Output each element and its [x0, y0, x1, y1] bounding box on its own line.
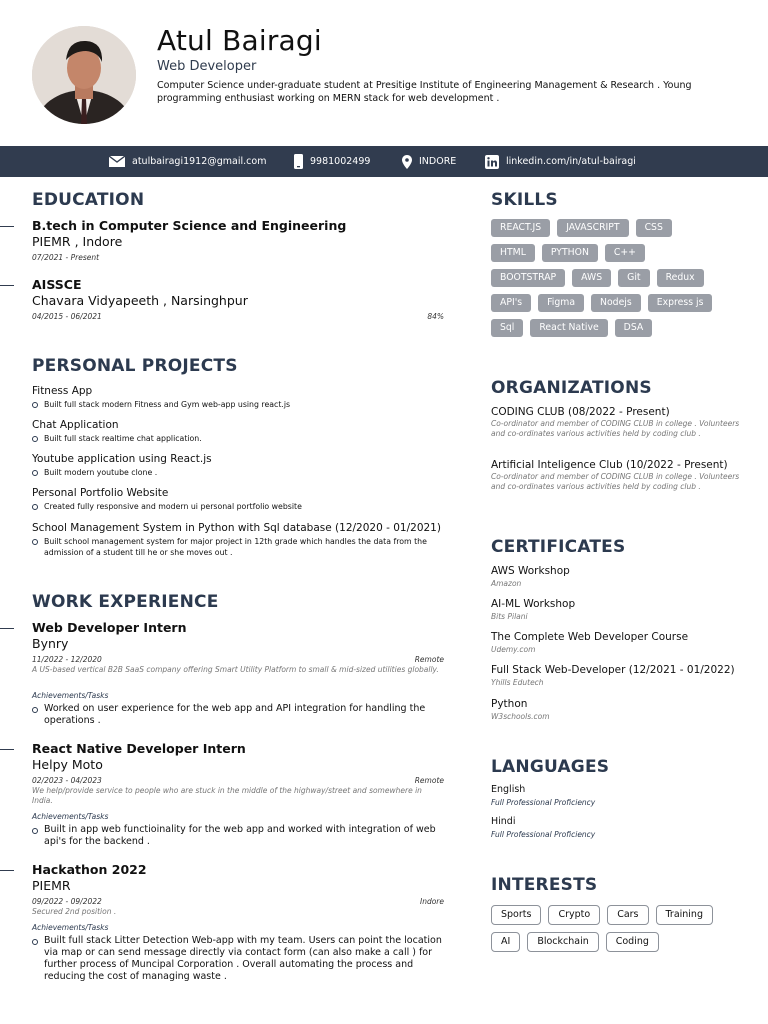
- project-name: Personal Portfolio Website: [32, 487, 169, 499]
- certificate-name: Full Stack Web-Developer (12/2021 - 01/2022): [491, 664, 735, 676]
- contact-email[interactable]: [109, 146, 266, 177]
- interests-title: INTERESTS: [491, 875, 598, 895]
- interest-tag: Training: [656, 905, 714, 925]
- language-level: Full Professional Proficiency: [491, 798, 596, 807]
- skill-tag: CSS: [636, 219, 672, 237]
- contact-linkedin[interactable]: [485, 146, 636, 177]
- interest-tag: Coding: [606, 932, 659, 952]
- job-bullet: Built full stack Litter Detection Web-app with my team. Users can point the location via map or can send message directly via contact form (can also make a call ) for further process of Muncipal Corporation . Overall automating the process and reducing the cost of managing waste .: [32, 935, 444, 983]
- skill-tag: Sql: [491, 319, 523, 337]
- certificates-title: CERTIFICATES: [491, 537, 626, 557]
- certificate-issuer: Udemy.com: [491, 645, 536, 654]
- job-bullet: Built in app web functioinality for the web app and worked with integration of web api's for the backend .: [32, 824, 444, 848]
- phone-text: 9981002499: [310, 156, 371, 167]
- certificate-issuer: W3schools.com: [491, 712, 550, 721]
- interest-tag: AI: [491, 932, 520, 952]
- resume-header: [0, 0, 768, 146]
- project-name: School Management System in Python with Sql database (12/2020 - 01/2021): [32, 522, 441, 534]
- project-name: Fitness App: [32, 385, 93, 397]
- project-name: Youtube application using React.js: [32, 453, 212, 465]
- skill-tag: BOOTSTRAP: [491, 269, 565, 287]
- skill-tag: Git: [618, 269, 649, 287]
- skill-tag: C++: [605, 244, 645, 262]
- candidate-role: Web Developer: [157, 59, 257, 74]
- skills-list: [491, 219, 741, 344]
- achievements-label: Achievements/Tasks: [32, 691, 109, 700]
- job-bullet: Worked on user experience for the web app and API integration for handling the operations .: [32, 703, 444, 727]
- contact-location: [402, 146, 456, 177]
- interests-list: [491, 905, 751, 959]
- education-title: EDUCATION: [32, 190, 145, 210]
- job-company: Helpy Moto: [32, 757, 103, 772]
- interest-tag: Cars: [607, 905, 648, 925]
- job-location: Indore: [419, 897, 444, 906]
- education-degree: AISSCE: [32, 277, 82, 292]
- profile-photo: [32, 26, 136, 124]
- linkedin-icon: [485, 155, 499, 169]
- job-title: React Native Developer Intern: [32, 741, 246, 756]
- certificate-issuer: Amazon: [491, 579, 522, 588]
- project-bullet: Built full stack modern Fitness and Gym web-app using react.js: [32, 399, 444, 410]
- job-location: Remote: [414, 655, 444, 664]
- skill-tag: DSA: [615, 319, 653, 337]
- skill-tag: AWS: [572, 269, 611, 287]
- certificate-name: AI-ML Workshop: [491, 598, 576, 610]
- skill-tag: REACT.JS: [491, 219, 550, 237]
- achievements-label: Achievements/Tasks: [32, 923, 109, 932]
- skills-title: SKILLS: [491, 190, 558, 210]
- job-location: Remote: [414, 776, 444, 785]
- projects-title: PERSONAL PROJECTS: [32, 356, 238, 376]
- education-dates: 04/2015 - 06/2021: [32, 312, 102, 321]
- interest-tag: Crypto: [548, 905, 600, 925]
- certificate-issuer: Yhills Edutech: [491, 678, 544, 687]
- job-company: Bynry: [32, 636, 69, 651]
- education-degree: B.tech in Computer Science and Engineering: [32, 218, 347, 233]
- achievements-label: Achievements/Tasks: [32, 812, 109, 821]
- skill-tag: Express js: [648, 294, 713, 312]
- skill-tag: Redux: [657, 269, 704, 287]
- project-bullet: Built modern youtube clone .: [32, 467, 444, 478]
- project-bullet: Created fully responsive and modern ui personal portfolio website: [32, 501, 444, 512]
- job-description: A US-based vertical B2B SaaS company offering Smart Utility Platform to small & mid-sized utilities globally.: [32, 665, 439, 674]
- languages-title: LANGUAGES: [491, 757, 610, 777]
- map-pin-icon: [402, 155, 412, 169]
- skill-tag: JAVASCRIPT: [557, 219, 628, 237]
- interest-tag: Sports: [491, 905, 541, 925]
- job-company: PIEMR: [32, 878, 71, 893]
- certificate-name: The Complete Web Developer Course: [491, 631, 689, 643]
- timeline-marker: [0, 226, 14, 227]
- contact-bar: [0, 146, 768, 177]
- job-title: Hackathon 2022: [32, 862, 147, 877]
- candidate-name: Atul Bairagi: [157, 24, 322, 57]
- organization-description: Co-ordinator and member of CODING CLUB in college . Volunteers and co-ordinates various activities held by coding club .: [491, 472, 740, 491]
- organizations-title: ORGANIZATIONS: [491, 378, 652, 398]
- certificate-name: AWS Workshop: [491, 565, 570, 577]
- organization-description: Co-ordinator and member of CODING CLUB in college . Volunteers and co-ordinates various activities held by coding club .: [491, 419, 740, 438]
- phone-icon: [294, 154, 303, 169]
- job-title: Web Developer Intern: [32, 620, 187, 635]
- location-text: INDORE: [419, 156, 457, 167]
- timeline-marker: [0, 285, 14, 286]
- envelope-icon: [109, 156, 125, 167]
- education-school: PIEMR , Indore: [32, 234, 123, 249]
- skill-tag: React Native: [530, 319, 607, 337]
- skill-tag: Nodejs: [591, 294, 641, 312]
- timeline-marker: [0, 870, 14, 871]
- language-name: Hindi: [491, 816, 516, 827]
- job-dates: 09/2022 - 09/2022: [32, 897, 102, 906]
- job-dates: 02/2023 - 04/2023: [32, 776, 102, 785]
- skill-tag: PYTHON: [542, 244, 598, 262]
- experience-title: WORK EXPERIENCE: [32, 592, 219, 612]
- timeline-marker: [0, 749, 14, 750]
- language-name: English: [491, 784, 526, 795]
- linkedin-text: linkedin.com/in/atul-bairagi: [506, 156, 636, 167]
- skill-tag: HTML: [491, 244, 535, 262]
- certificate-issuer: Bits Pilani: [491, 612, 528, 621]
- project-bullet: Built school management system for major project in 12th grade which handles the data from the admission of a student till he or she moves out .: [32, 536, 444, 558]
- project-bullet: Built full stack realtime chat application.: [32, 433, 444, 444]
- education-school: Chavara Vidyapeeth , Narsinghpur: [32, 293, 248, 308]
- summary-text: Computer Science under-graduate student at Presitige Institute of Engineering Management & Research . Young programming enthusiast working on MERN stack for web development .: [157, 80, 692, 104]
- timeline-marker: [0, 628, 14, 629]
- certificate-name: Python: [491, 698, 528, 710]
- skill-tag: Figma: [538, 294, 584, 312]
- organization-name: Artificial Inteligence Club (10/2022 - Present): [491, 459, 728, 471]
- organization-name: CODING CLUB (08/2022 - Present): [491, 406, 670, 418]
- email-text: atulbairagi1912@gmail.com: [132, 156, 267, 167]
- job-dates: 11/2022 - 12/2020: [32, 655, 102, 664]
- job-description: Secured 2nd position .: [32, 907, 117, 916]
- contact-phone[interactable]: [294, 146, 370, 177]
- project-name: Chat Application: [32, 419, 119, 431]
- education-score: 84%: [427, 312, 444, 321]
- interest-tag: Blockchain: [527, 932, 598, 952]
- language-level: Full Professional Proficiency: [491, 830, 596, 839]
- education-dates: 07/2021 - Present: [32, 253, 100, 262]
- job-description: We help/provide service to people who are stuck in the middle of the highway/street and somewhere in India.: [32, 786, 422, 805]
- skill-tag: API's: [491, 294, 531, 312]
